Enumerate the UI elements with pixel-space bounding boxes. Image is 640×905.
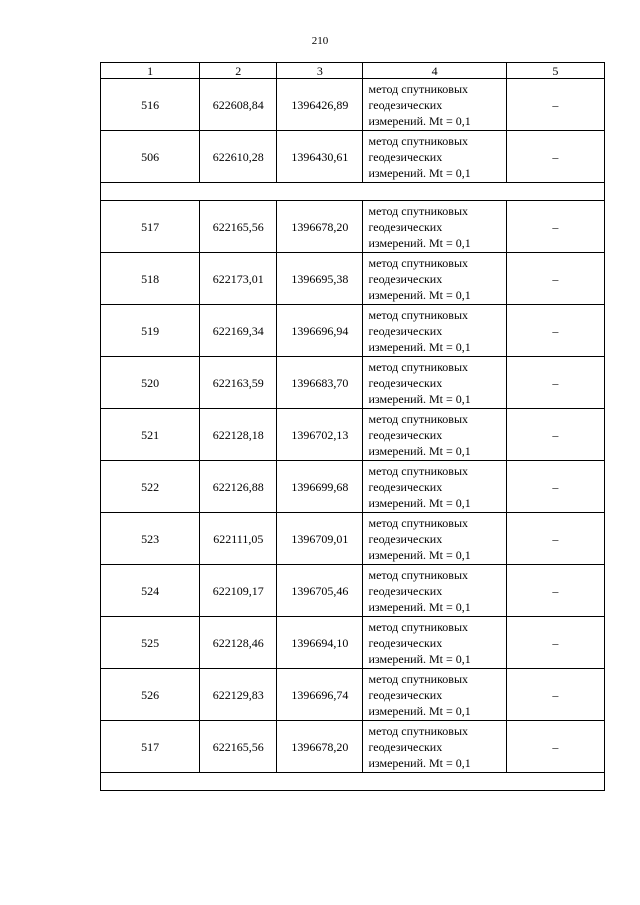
note-cell: – [506, 565, 604, 617]
method-line: метод спутниковых [368, 203, 469, 218]
method-line: метод спутниковых [368, 133, 469, 148]
point-number-cell: 526 [101, 669, 200, 721]
method-line: геодезических [368, 219, 443, 234]
method-line: измерений. Mt = 0,1 [368, 651, 471, 666]
method-line: метод спутниковых [368, 255, 469, 270]
method-line: измерений. Mt = 0,1 [368, 443, 471, 458]
note-cell: – [506, 357, 604, 409]
x-coordinate-cell: 622163,59 [200, 357, 277, 409]
note-cell: – [506, 669, 604, 721]
y-coordinate-cell: 1396430,61 [277, 131, 363, 183]
method-line: измерений. Mt = 0,1 [368, 755, 471, 770]
table-footer-row-cell [101, 773, 605, 791]
point-number-cell: 525 [101, 617, 200, 669]
note-cell: – [506, 617, 604, 669]
note-cell: – [506, 409, 604, 461]
method-line: геодезических [368, 375, 443, 390]
header-cell: 2 [200, 63, 277, 79]
y-coordinate-cell: 1396678,20 [277, 201, 363, 253]
table-row [101, 305, 605, 357]
note-cell: – [506, 253, 604, 305]
x-coordinate-cell: 622169,34 [200, 305, 277, 357]
table-body [101, 63, 605, 791]
method-line: метод спутниковых [368, 411, 469, 426]
y-coordinate-cell: 1396426,89 [277, 79, 363, 131]
y-coordinate-cell: 1396709,01 [277, 513, 363, 565]
table-separator-row-cell [101, 183, 605, 201]
table-row [101, 79, 605, 131]
point-number-cell: 518 [101, 253, 200, 305]
method-line: метод спутниковых [368, 81, 469, 96]
method-cell [363, 409, 506, 461]
method-line: геодезических [368, 739, 443, 754]
method-line: метод спутниковых [368, 567, 469, 582]
method-cell [363, 305, 506, 357]
method-line: измерений. Mt = 0,1 [368, 495, 471, 510]
method-cell [363, 253, 506, 305]
method-line: измерений. Mt = 0,1 [368, 547, 471, 562]
x-coordinate-cell: 622111,05 [200, 513, 277, 565]
x-coordinate-cell: 622165,56 [200, 201, 277, 253]
table-row [101, 513, 605, 565]
method-line: измерений. Mt = 0,1 [368, 391, 471, 406]
x-coordinate-cell: 622128,18 [200, 409, 277, 461]
y-coordinate-cell: 1396694,10 [277, 617, 363, 669]
method-line: метод спутниковых [368, 359, 469, 374]
x-coordinate-cell: 622165,56 [200, 721, 277, 773]
method-cell [363, 131, 506, 183]
header-cell: 5 [506, 63, 604, 79]
method-line: геодезических [368, 149, 443, 164]
method-line: геодезических [368, 531, 443, 546]
point-number-cell: 522 [101, 461, 200, 513]
note-cell: – [506, 305, 604, 357]
method-cell [363, 669, 506, 721]
table-row [101, 565, 605, 617]
table-row [101, 721, 605, 773]
method-line: геодезических [368, 427, 443, 442]
method-line: метод спутниковых [368, 307, 469, 322]
method-line: метод спутниковых [368, 515, 469, 530]
method-cell [363, 201, 506, 253]
x-coordinate-cell: 622126,88 [200, 461, 277, 513]
table-footer-row [101, 773, 605, 791]
y-coordinate-cell: 1396696,74 [277, 669, 363, 721]
y-coordinate-cell: 1396678,20 [277, 721, 363, 773]
table-row [101, 409, 605, 461]
method-line: метод спутниковых [368, 723, 469, 738]
x-coordinate-cell: 622608,84 [200, 79, 277, 131]
note-cell: – [506, 721, 604, 773]
note-cell: – [506, 513, 604, 565]
table-separator-row [101, 183, 605, 201]
method-line: геодезических [368, 687, 443, 702]
y-coordinate-cell: 1396699,68 [277, 461, 363, 513]
x-coordinate-cell: 622610,28 [200, 131, 277, 183]
y-coordinate-cell: 1396705,46 [277, 565, 363, 617]
x-coordinate-cell: 622128,46 [200, 617, 277, 669]
note-cell: – [506, 201, 604, 253]
method-cell [363, 461, 506, 513]
method-line: измерений. Mt = 0,1 [368, 165, 471, 180]
table-row [101, 131, 605, 183]
header-cell: 3 [277, 63, 363, 79]
method-line: метод спутниковых [368, 671, 469, 686]
note-cell: – [506, 131, 604, 183]
method-line: измерений. Mt = 0,1 [368, 703, 471, 718]
table-row [101, 461, 605, 513]
y-coordinate-cell: 1396695,38 [277, 253, 363, 305]
y-coordinate-cell: 1396683,70 [277, 357, 363, 409]
method-line: геодезических [368, 479, 443, 494]
x-coordinate-cell: 622129,83 [200, 669, 277, 721]
table-row [101, 357, 605, 409]
table-header-row [101, 63, 605, 79]
method-line: геодезических [368, 271, 443, 286]
x-coordinate-cell: 622109,17 [200, 565, 277, 617]
method-line: метод спутниковых [368, 619, 469, 634]
coordinates-table [100, 62, 605, 791]
method-cell [363, 513, 506, 565]
method-cell [363, 79, 506, 131]
method-line: измерений. Mt = 0,1 [368, 599, 471, 614]
method-line: геодезических [368, 97, 443, 112]
table-row [101, 201, 605, 253]
point-number-cell: 519 [101, 305, 200, 357]
method-line: метод спутниковых [368, 463, 469, 478]
method-cell [363, 357, 506, 409]
method-line: измерений. Mt = 0,1 [368, 113, 471, 128]
point-number-cell: 521 [101, 409, 200, 461]
point-number-cell: 523 [101, 513, 200, 565]
note-cell: – [506, 461, 604, 513]
header-cell: 4 [363, 63, 506, 79]
point-number-cell: 517 [101, 201, 200, 253]
header-cell: 1 [101, 63, 200, 79]
point-number-cell: 517 [101, 721, 200, 773]
y-coordinate-cell: 1396702,13 [277, 409, 363, 461]
table-row [101, 253, 605, 305]
method-cell [363, 617, 506, 669]
page-number: 210 [311, 35, 329, 47]
point-number-cell: 524 [101, 565, 200, 617]
method-line: геодезических [368, 635, 443, 650]
method-line: измерений. Mt = 0,1 [368, 235, 471, 250]
method-cell [363, 565, 506, 617]
method-line: измерений. Mt = 0,1 [368, 287, 471, 302]
method-line: геодезических [368, 583, 443, 598]
table-row [101, 617, 605, 669]
y-coordinate-cell: 1396696,94 [277, 305, 363, 357]
method-cell [363, 721, 506, 773]
method-line: геодезических [368, 323, 443, 338]
method-line: измерений. Mt = 0,1 [368, 339, 471, 354]
point-number-cell: 516 [101, 79, 200, 131]
point-number-cell: 506 [101, 131, 200, 183]
table-row [101, 669, 605, 721]
note-cell: – [506, 79, 604, 131]
point-number-cell: 520 [101, 357, 200, 409]
x-coordinate-cell: 622173,01 [200, 253, 277, 305]
